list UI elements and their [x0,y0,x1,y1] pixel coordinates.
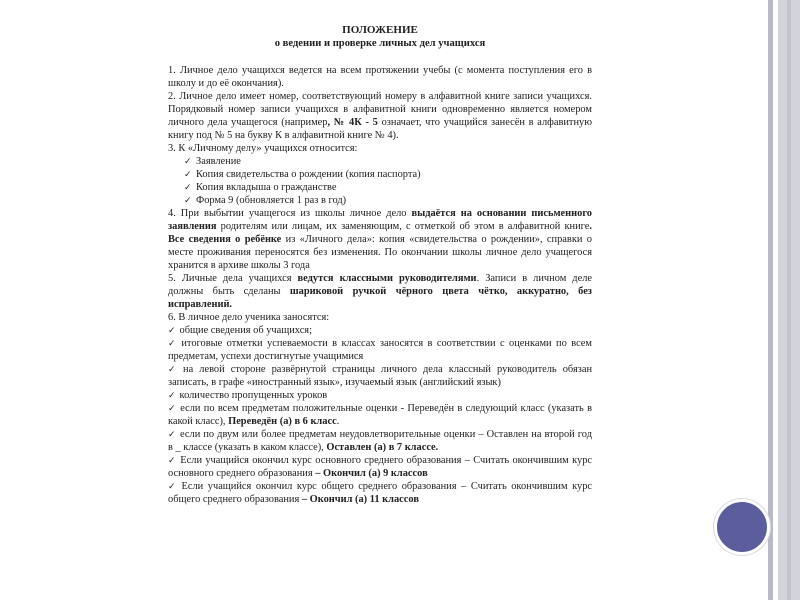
check-mark-icon: ✓ [168,403,177,413]
check-mark-icon: ✓ [168,455,177,465]
list-item: ✓ Заявление [184,155,592,168]
document-title: ПОЛОЖЕНИЕ [342,24,418,36]
list-item: ✓ если по всем предметам положительные оценки - Переведён в следующий класс (указать в какой класс), Переведён (а) в 6 класс. [168,403,592,427]
list-item: ✓ общие сведения об учащихся; [168,325,312,336]
paragraph-4: 4. При выбытии учащегося из школы личное дело выдаётся на основании письменного заявления родителям или лицам, их заменяющим, с отметкой об этом в алфавитной книге. Все сведения о ребёнке из «Личного дела»: копия «свидетельства о рождении», справки о месте проживания переносятся без изменения. По окончании школы личное дело учащегося хранится в архиве школы 3 года [168,208,592,271]
list-item: ✓ если по двум или более предметам неудовлетворительные оценки – Оставлен на второй год в _ классе (указать в каком классе), Оставлен (а) в 7 классе. [168,429,592,453]
check-mark-icon: ✓ [168,390,176,400]
check-mark-icon: ✓ [168,364,180,374]
paragraph-2: 2. Личное дело имеет номер, соответствующий номеру в алфавитной книге записи учащихся. Порядковый номер записи учащихся в алфавитной книги одновременно является номером личного дела учащегося (например, № 4К - 5 означает, что учащийся занесён в алфавитную книгу под № 5 на букву К в алфавитной книге № 4). [168,91,592,141]
side-bar-line [787,0,791,600]
list-item: ✓ Копия вкладыша о гражданстве [184,181,592,194]
paragraph-5: 5. Личные дела учащихся ведутся классными руководителями. Записи в личном деле должны быть сделаны шариковой ручкой чёрного цвета чётко, аккуратно, без исправлений. [168,273,593,310]
paragraph-3: 3. К «Личному делу» учащихся относится: [168,143,358,154]
document-subtitle: о ведении и проверке личных дел учащихся [274,38,486,49]
check-mark-icon: ✓ [168,325,176,335]
paragraph-1: 1. Личное дело учащихся ведется на всем протяжении учебы (с момента поступления его в школу и до её окончания). [168,65,592,89]
list-item: ✓ итоговые отметки успеваемости в классах заносятся в соответствии с оценками по всем предметам, успехи достигнутые учащимися [168,338,592,362]
side-bar-inner [768,0,773,600]
list-item: ✓ количество пропущенных уроков [168,390,328,401]
paragraph-6: 6. В личное дело ученика заносятся: [168,312,330,323]
check-mark-icon: ✓ [168,338,178,348]
documents-list [168,155,592,207]
list-item: ✓ Если учащийся окончил курс основного среднего образования – Считать окончившим курс основного среднего образования – Окончил (а) 9 классов [168,455,592,479]
list-item: ✓ Если учащийся окончил курс общего среднего образования – Считать окончившим курс общего среднего образования – Окончил (а) 11 классов [168,481,593,505]
document-body [168,24,592,506]
list-item: ✓ на левой стороне развёрнутой страницы личного дела классный руководитель обязан записать, в графе «иностранный язык», изучаемый язык (английский язык) [168,364,593,388]
list-item: ✓ Копия свидетельства о рождении (копия паспорта) [184,168,592,181]
circle-icon [714,499,770,555]
check-mark-icon: ✓ [168,481,178,491]
check-mark-icon: ✓ [168,429,177,439]
list-item: ✓ Форма 9 (обновляется 1 раз в год) [184,194,592,207]
